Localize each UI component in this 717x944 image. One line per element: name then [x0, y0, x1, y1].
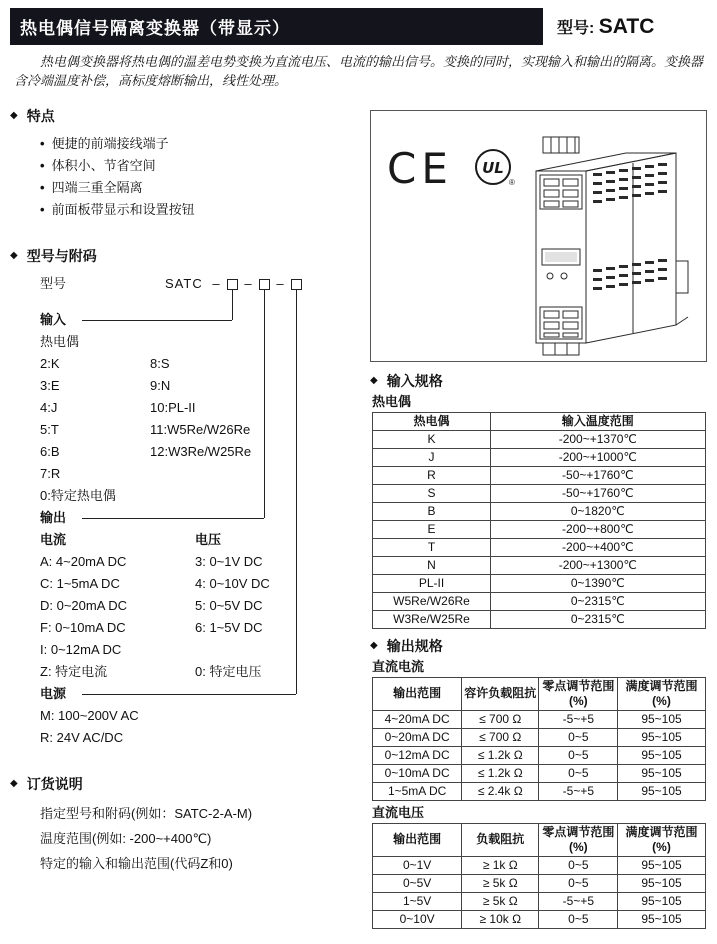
table-cell: K: [373, 430, 491, 448]
table-row: [373, 556, 706, 574]
model-code-section: [10, 247, 362, 751]
input-group-heading: 输入: [40, 311, 67, 327]
code-item: 4: 0~10V DC: [195, 575, 270, 591]
table-row: [373, 910, 706, 928]
diamond-icon: ◆: [10, 778, 18, 790]
connector-line: [82, 518, 264, 519]
code-item: 10:PL-II: [150, 399, 196, 415]
output-code-list: [10, 551, 362, 683]
ordering-item: 温度范围(例如: -200~+400℃): [40, 830, 212, 846]
table-cell: 95~105: [618, 874, 705, 892]
model-label: 型号: [40, 275, 67, 291]
table-row: [373, 782, 706, 800]
table-cell: ≤ 1.2k Ω: [462, 764, 539, 782]
table-cell: 0~1820℃: [491, 502, 706, 520]
table-row: [373, 502, 706, 520]
table-cell: -50~+1760℃: [491, 484, 706, 502]
table-cell: 95~105: [618, 728, 705, 746]
table-row: [373, 466, 706, 484]
table-cell: 0~5: [539, 910, 618, 928]
code-item: 2:K: [40, 355, 60, 371]
code-item: F: 0~10mA DC: [40, 619, 126, 635]
table-row: [373, 538, 706, 556]
code-item: 0:特定热电偶: [40, 487, 116, 503]
input-code-list: [10, 353, 362, 507]
product-illustration: [371, 111, 706, 361]
code-item: A: 4~20mA DC: [40, 553, 127, 569]
table-cell: 95~105: [618, 856, 705, 874]
dash: –: [212, 275, 220, 291]
table-cell: 1~5mA DC: [373, 782, 462, 800]
features-heading: [10, 107, 362, 125]
code-item: D: 0~20mA DC: [40, 597, 128, 613]
code-item: 5:T: [40, 421, 59, 437]
dash: –: [276, 275, 284, 291]
table-cell: ≥ 5k Ω: [462, 874, 539, 892]
current-label: 电流: [40, 531, 67, 547]
input-spec-heading: [370, 372, 707, 390]
connector-line: [232, 290, 233, 320]
code-item: C: 1~5mA DC: [40, 575, 120, 591]
code-item: Z: 特定电流: [40, 663, 108, 679]
dc-voltage-table: [372, 823, 706, 929]
table-cell: 4~20mA DC: [373, 710, 462, 728]
table-row: [373, 592, 706, 610]
code-row: [10, 551, 362, 573]
table-cell: PL-II: [373, 574, 491, 592]
section-title: 输入规格: [386, 372, 443, 389]
table-cell: -200~+1300℃: [491, 556, 706, 574]
diamond-icon: ◆: [370, 640, 378, 652]
table-row: [373, 874, 706, 892]
code-item: 9:N: [150, 377, 171, 393]
feature-item: • 体积小、节省空间: [40, 155, 362, 177]
model-designation: [557, 15, 654, 39]
code-row: [10, 639, 362, 661]
page-title: 热电偶信号隔离变换器（带显示）: [10, 8, 543, 45]
feature-item: • 便捷的前端接线端子: [40, 133, 362, 155]
table-row: [373, 430, 706, 448]
svg-text:UL: UL: [482, 158, 504, 177]
table-cell: -5~+5: [539, 710, 618, 728]
table-cell: ≥ 1k Ω: [462, 856, 539, 874]
input-spec-table: [372, 412, 706, 629]
features-section: [10, 107, 362, 221]
table-cell: ≤ 700 Ω: [462, 710, 539, 728]
vent-slots-bottom: [593, 259, 667, 290]
table-row: [373, 710, 706, 728]
code-item: 7:R: [40, 465, 61, 481]
table-cell: 0~5: [539, 728, 618, 746]
ordering-list: [40, 801, 362, 876]
code-row: [10, 441, 362, 463]
col-header: 输入温度范围: [491, 412, 706, 430]
ordering-item: 特定的输入和输出范围(代码Z和0): [40, 855, 233, 871]
table-cell: 0~2315℃: [491, 610, 706, 628]
table-cell: R: [373, 466, 491, 484]
section-title: 输出规格: [386, 637, 443, 654]
product-image: [370, 110, 707, 362]
table-cell: 95~105: [618, 764, 705, 782]
left-column: [10, 97, 362, 929]
code-row: [10, 617, 362, 639]
table-cell: -5~+5: [539, 782, 618, 800]
table-cell: E: [373, 520, 491, 538]
table-cell: 95~105: [618, 710, 705, 728]
table-header-row: [373, 677, 706, 710]
code-item: 6:B: [40, 443, 60, 459]
code-row: [10, 573, 362, 595]
dc-current-label: 直流电流: [372, 658, 425, 674]
col-header: 满度调节范围(%): [618, 823, 705, 856]
table-row: [373, 610, 706, 628]
model-name: SATC: [598, 14, 655, 38]
code-item: I: 0~12mA DC: [40, 641, 122, 657]
table-cell: ≥ 10k Ω: [462, 910, 539, 928]
table-header-row: [373, 412, 706, 430]
table-cell: N: [373, 556, 491, 574]
table-cell: ≤ 1.2k Ω: [462, 746, 539, 764]
table-cell: 95~105: [618, 892, 705, 910]
col-header: 热电偶: [373, 412, 491, 430]
col-header: 输出范围: [373, 823, 462, 856]
code-row: [10, 375, 362, 397]
ordering-section: [10, 775, 362, 876]
section-title: 订货说明: [26, 775, 83, 792]
col-header: 输出范围: [373, 677, 462, 710]
code-item: 5: 0~5V DC: [195, 597, 263, 613]
col-header: 满度调节范围(%): [618, 677, 705, 710]
code-item: 8:S: [150, 355, 170, 371]
table-cell: 0~10V: [373, 910, 462, 928]
model-base: SATC: [165, 275, 203, 291]
intro-paragraph: 热电偶变换器将热电偶的温差电势变换为直流电压、电流的输出信号。变换的同时，实现输入和输出的隔离。变换器含冷端温度补偿，高标度熔断输出，线性处理。: [14, 54, 704, 88]
col-header: 零点调节范围(%): [539, 823, 618, 856]
code-box-output: [259, 279, 270, 290]
code-row: [10, 661, 362, 683]
table-cell: 1~5V: [373, 892, 462, 910]
table-cell: T: [373, 538, 491, 556]
code-row: [10, 353, 362, 375]
dc-current-table: [372, 677, 706, 801]
table-cell: W5Re/W26Re: [373, 592, 491, 610]
model-row: [10, 273, 362, 295]
table-cell: -200~+800℃: [491, 520, 706, 538]
table-cell: ≥ 5k Ω: [462, 892, 539, 910]
feature-item: • 前面板带显示和设置按钮: [40, 199, 362, 221]
table-cell: 0~1V: [373, 856, 462, 874]
power-code-item: R: 24V AC/DC: [40, 729, 124, 745]
power-group-heading: 电源: [40, 685, 67, 701]
output-type-labels: [10, 529, 362, 551]
table-cell: -200~+1000℃: [491, 448, 706, 466]
table-cell: B: [373, 502, 491, 520]
table-row: [373, 484, 706, 502]
table-row: [373, 746, 706, 764]
code-row: [10, 463, 362, 485]
code-item: 4:J: [40, 399, 58, 415]
input-table-label: 热电偶: [372, 393, 412, 409]
power-code-item: M: 100~200V AC: [40, 707, 139, 723]
connector-line: [82, 694, 296, 695]
power-code-list: [10, 705, 362, 749]
table-cell: 95~105: [618, 910, 705, 928]
output-spec-heading: [370, 637, 707, 655]
table-row: [373, 764, 706, 782]
code-row: [10, 485, 362, 507]
col-header: 容许负载阻抗: [462, 677, 539, 710]
table-cell: -5~+5: [539, 892, 618, 910]
section-title: 型号与附码: [26, 247, 97, 264]
dash: –: [244, 275, 252, 291]
table-row: [373, 892, 706, 910]
ul-mark-icon: [476, 150, 515, 187]
feature-list: [40, 133, 362, 221]
code-row: [10, 419, 362, 441]
table-row: [373, 574, 706, 592]
code-box-input: [227, 279, 238, 290]
table-row: [373, 520, 706, 538]
table-cell: 0~1390℃: [491, 574, 706, 592]
table-cell: -50~+1760℃: [491, 466, 706, 484]
ordering-item: 指定型号和附码(例如：SATC-2-A-M): [40, 805, 253, 821]
table-cell: 95~105: [618, 746, 705, 764]
table-cell: 0~10mA DC: [373, 764, 462, 782]
table-cell: W3Re/W25Re: [373, 610, 491, 628]
code-row: [10, 397, 362, 419]
table-row: [373, 448, 706, 466]
model-code-heading: [10, 247, 362, 265]
table-cell: 0~2315℃: [491, 592, 706, 610]
main-content: [10, 97, 707, 929]
table-cell: 0~5V: [373, 874, 462, 892]
right-column: [370, 97, 707, 929]
code-item: 6: 1~5V DC: [195, 619, 263, 635]
table-cell: 0~12mA DC: [373, 746, 462, 764]
table-cell: J: [373, 448, 491, 466]
table-header-row: [373, 823, 706, 856]
col-header: 零点调节范围(%): [539, 677, 618, 710]
code-item: 0: 特定电压: [195, 663, 262, 679]
code-diagram: [10, 273, 362, 751]
section-title: 特点: [26, 107, 55, 124]
page-header: [10, 8, 707, 45]
dc-voltage-label: 直流电压: [372, 804, 425, 820]
thermocouple-label: 热电偶: [40, 333, 80, 349]
table-row: [373, 856, 706, 874]
connector-line: [82, 320, 232, 321]
table-cell: ≤ 700 Ω: [462, 728, 539, 746]
code-item: 12:W3Re/W25Re: [150, 443, 252, 459]
svg-text:®: ®: [509, 177, 515, 187]
table-cell: 0~20mA DC: [373, 728, 462, 746]
model-prefix: 型号:: [557, 19, 595, 37]
diamond-icon: ◆: [370, 375, 378, 387]
table-row: [373, 728, 706, 746]
table-cell: S: [373, 484, 491, 502]
svg-text:CE: CE: [387, 143, 453, 193]
table-cell: ≤ 2.4k Ω: [462, 782, 539, 800]
ce-mark-icon: [387, 144, 453, 193]
diamond-icon: ◆: [10, 110, 18, 122]
table-cell: 95~105: [618, 782, 705, 800]
output-group-heading: 输出: [40, 509, 67, 525]
table-cell: 0~5: [539, 856, 618, 874]
device-drawing-icon: [536, 137, 688, 355]
feature-item: • 四端三重全隔离: [40, 177, 362, 199]
code-item: 3:E: [40, 377, 60, 393]
table-cell: -200~+400℃: [491, 538, 706, 556]
table-cell: 0~5: [539, 764, 618, 782]
col-header: 负载阻抗: [462, 823, 539, 856]
diamond-icon: ◆: [10, 250, 18, 262]
voltage-label: 电压: [195, 531, 222, 547]
code-item: 3: 0~1V DC: [195, 553, 263, 569]
code-box-power: [291, 279, 302, 290]
table-cell: -200~+1370℃: [491, 430, 706, 448]
code-row: [10, 595, 362, 617]
vent-slots-top: [593, 163, 667, 203]
table-cell: 0~5: [539, 746, 618, 764]
table-cell: 0~5: [539, 874, 618, 892]
code-item: 11:W5Re/W26Re: [150, 421, 251, 437]
ordering-heading: [10, 775, 362, 793]
